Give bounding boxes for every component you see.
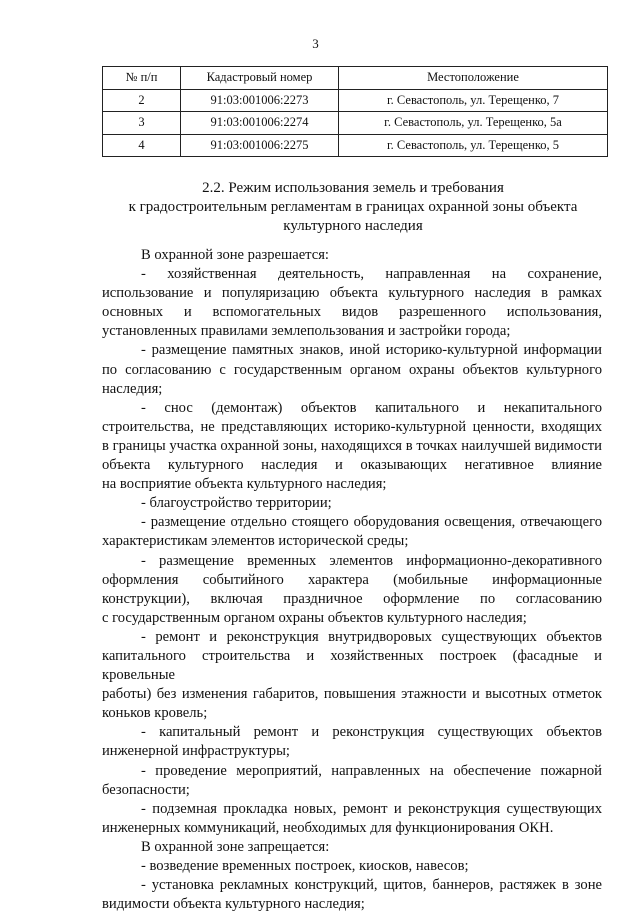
section-title-line: к градостроительным регламентам в границах охранной зоны объекта — [128, 199, 578, 215]
list-item — [102, 800, 602, 838]
cell-number: 4 — [103, 134, 181, 157]
list-item — [102, 265, 602, 341]
text-line: видимости объекта культурного наследия; — [102, 896, 365, 913]
table-row — [103, 112, 608, 135]
text-line: характеристикам элементов исторической среды; — [102, 533, 409, 550]
text-line: установленных правилами землепользования и застройки города; — [102, 323, 511, 340]
text-line: капитального строительства и хозяйственных построек (фасадные и кровельные — [102, 647, 602, 684]
table-header-row — [103, 67, 608, 90]
text-line: - размещение временных элементов информационно-декоративного — [141, 552, 602, 569]
cell-location: г. Севастополь, ул. Терещенко, 7 — [339, 89, 608, 112]
text-line: инженерных коммуникаций, необходимых для функционирования ОКН. — [102, 819, 554, 836]
table-row — [103, 89, 608, 112]
list-item — [102, 494, 602, 513]
text-line: с государственным органом охраны объектов культурного наследия; — [102, 609, 527, 626]
prohibited-heading: В охранной зоне запрещается: — [141, 838, 330, 855]
table-row — [103, 134, 608, 157]
text-line: использование и популяризацию объекта культурного наследия в рамках — [102, 285, 602, 302]
cell-cadastral-number: 91:03:001006:2274 — [181, 112, 339, 135]
body-text — [102, 246, 602, 914]
text-line: - возведение временных построек, киосков, навесов; — [141, 858, 469, 874]
cell-location: г. Севастополь, ул. Терещенко, 5 — [339, 134, 608, 157]
cell-number: 3 — [103, 112, 181, 135]
text-line: работы) без изменения габаритов, повышения этажности и высотных отметок — [102, 686, 602, 703]
text-line: конструкции), включая праздничное оформление по согласованию — [102, 590, 602, 607]
list-item — [102, 552, 602, 628]
list-item — [102, 876, 602, 914]
list-item — [102, 762, 602, 800]
text-line: - снос (демонтаж) объектов капитального и некапитального — [141, 399, 602, 416]
list-item — [102, 341, 602, 398]
text-line: оформления событийного характера (мобильные информационные — [102, 571, 602, 588]
text-line: на восприятие объекта культурного наследия; — [102, 476, 387, 493]
text-line: коньков кровель; — [102, 705, 208, 722]
section-title-line: 2.2. Режим использования земель и требования — [202, 180, 504, 196]
column-header-location: Местоположение — [339, 67, 608, 90]
text-line: - ремонт и реконструкция внутридворовых существующих объектов — [141, 628, 602, 645]
column-header-cadastral-number: Кадастровый номер — [181, 67, 339, 90]
text-line: - проведение мероприятий, направленных на обеспечение пожарной — [141, 762, 602, 779]
text-line: строительства, не представляющих историко-культурной ценности, входящих — [102, 418, 602, 435]
cell-cadastral-number: 91:03:001006:2273 — [181, 89, 339, 112]
text-line: инженерной инфраструктуры; — [102, 743, 290, 760]
page-number: 3 — [312, 36, 319, 51]
list-item — [102, 857, 602, 876]
list-item — [102, 723, 602, 761]
text-line: - размещение отдельно стоящего оборудования освещения, отвечающего — [141, 514, 602, 531]
cell-cadastral-number: 91:03:001006:2275 — [181, 134, 339, 157]
text-line: - капитальный ремонт и реконструкция существующих объектов — [141, 724, 602, 741]
section-title — [95, 179, 611, 236]
column-header-number: № п/п — [103, 67, 181, 90]
text-line: - размещение памятных знаков, иной историко-культурной информации — [141, 342, 602, 359]
list-item — [102, 399, 602, 494]
text-line: в границы участка охранной зоны, находящихся в точках наилучшей видимости — [102, 437, 602, 454]
text-line: - благоустройство территории; — [141, 495, 332, 512]
cell-location: г. Севастополь, ул. Терещенко, 5а — [339, 112, 608, 135]
text-line: объекта культурного наследия и оказывающих негативное влияние — [102, 457, 602, 474]
list-item — [102, 628, 602, 723]
text-line: безопасности; — [102, 781, 190, 798]
section-title-line: культурного наследия — [283, 218, 423, 234]
text-line: - подземная прокладка новых, ремонт и реконструкция существующих — [141, 800, 602, 817]
text-line: - установка рекламных конструкций, щитов, баннеров, растяжек в зоне — [141, 877, 602, 894]
text-line: по согласованию с государственным органом охраны объектов культурного — [102, 361, 602, 378]
cell-number: 2 — [103, 89, 181, 112]
text-line: - хозяйственная деятельность, направленная на сохранение, — [141, 266, 602, 283]
list-item — [102, 513, 602, 551]
cadastral-table — [102, 66, 608, 157]
allowed-heading: В охранной зоне разрешается: — [141, 247, 329, 263]
text-line: наследия; — [102, 380, 163, 397]
text-line: основных и вспомогательных видов разрешенного использования, — [102, 304, 602, 321]
